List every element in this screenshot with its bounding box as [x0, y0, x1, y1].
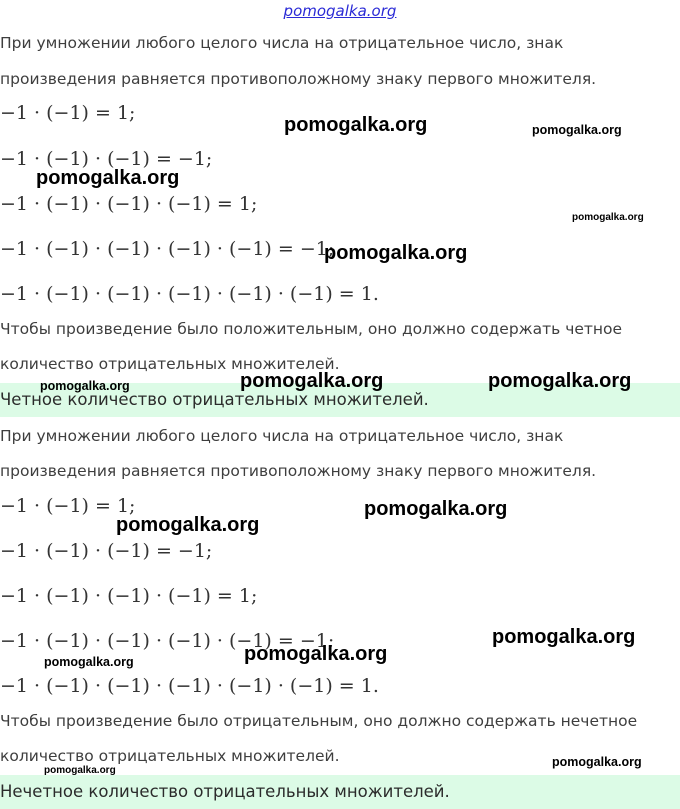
- conclusion-text-line-2: количество отрицательных множителей.: [0, 355, 340, 373]
- conclusion-text-line-1: Чтобы произведение было отрицательным, оно должно содержать нечетное: [0, 712, 638, 730]
- equation-3: −1 · (−1) · (−1) · (−1) = 1;: [0, 193, 258, 215]
- watermark: pomogalka.org: [244, 643, 388, 665]
- watermark: pomogalka.org: [532, 123, 622, 137]
- watermark: pomogalka.org: [36, 167, 180, 189]
- answer-text: Нечетное количество отрицательных множителей.: [0, 782, 450, 801]
- site-link[interactable]: pomogalka.org: [283, 2, 397, 20]
- equation-5: −1 · (−1) · (−1) · (−1) · (−1) · (−1) = 1.: [0, 283, 379, 305]
- watermark: pomogalka.org: [364, 498, 508, 520]
- rule-text-line-1: При умножении любого целого числа на отрицательное число, знак: [0, 34, 564, 52]
- watermark: pomogalka.org: [44, 765, 116, 776]
- conclusion-text-line-1: Чтобы произведение было положительным, оно должно содержать четное: [0, 320, 623, 338]
- watermark: pomogalka.org: [488, 370, 632, 392]
- equation-1: −1 · (−1) = 1;: [0, 102, 136, 124]
- rule-text-line-2: произведения равняется противоположному знаку первого множителя.: [0, 462, 597, 480]
- answer-text: Четное количество отрицательных множителей.: [0, 390, 429, 409]
- rule-text-line-1: При умножении любого целого числа на отрицательное число, знак: [0, 427, 564, 445]
- equation-3: −1 · (−1) · (−1) · (−1) = 1;: [0, 585, 258, 607]
- watermark: pomogalka.org: [284, 114, 428, 136]
- equation-2: −1 · (−1) · (−1) = −1;: [0, 148, 213, 170]
- watermark: pomogalka.org: [240, 370, 384, 392]
- equation-2: −1 · (−1) · (−1) = −1;: [0, 540, 213, 562]
- equation-4: −1 · (−1) · (−1) · (−1) · (−1) = −1;: [0, 238, 335, 260]
- equation-4: −1 · (−1) · (−1) · (−1) · (−1) = −1;: [0, 630, 335, 652]
- conclusion-text-line-2: количество отрицательных множителей.: [0, 747, 340, 765]
- watermark: pomogalka.org: [116, 514, 260, 536]
- answer-box: [0, 775, 680, 809]
- equation-5: −1 · (−1) · (−1) · (−1) · (−1) · (−1) = 1.: [0, 675, 379, 697]
- watermark: pomogalka.org: [324, 242, 468, 264]
- watermark: pomogalka.org: [552, 755, 642, 769]
- watermark: pomogalka.org: [572, 212, 644, 223]
- equation-1: −1 · (−1) = 1;: [0, 495, 136, 517]
- watermark: pomogalka.org: [492, 626, 636, 648]
- watermark: pomogalka.org: [44, 655, 134, 669]
- watermark: pomogalka.org: [40, 379, 130, 393]
- rule-text-line-2: произведения равняется противоположному знаку первого множителя.: [0, 70, 597, 88]
